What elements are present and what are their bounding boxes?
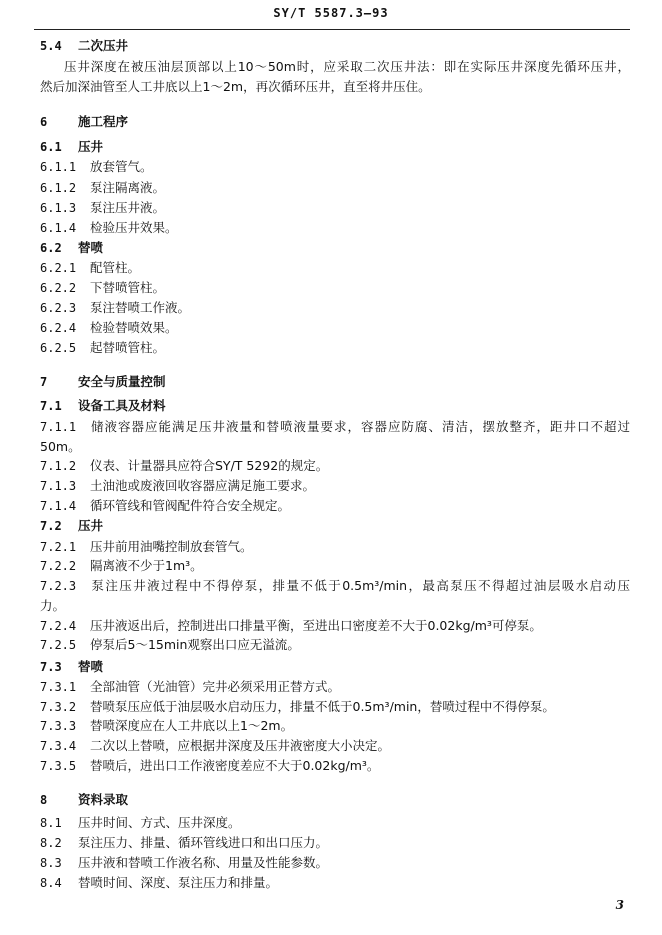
text-line bbox=[40, 159, 630, 175]
clause-text: 配管柱。 bbox=[90, 260, 141, 275]
clause-text: 资料录取 bbox=[78, 792, 129, 807]
text-line bbox=[40, 738, 630, 754]
text-line bbox=[40, 300, 630, 316]
text-line bbox=[40, 637, 630, 653]
clause-text: 放套管气。 bbox=[90, 159, 153, 174]
clause-text: 泵注替喷工作液。 bbox=[90, 300, 191, 315]
clause-text: 泵注压井液。 bbox=[90, 200, 166, 215]
clause-text: 压井液和替喷工作液名称、用量及性能参数。 bbox=[78, 855, 329, 870]
clause-number: 6.2.5 bbox=[40, 341, 77, 355]
clause-text: 泵注压力、排量、循环管线进口和出口压力。 bbox=[78, 835, 329, 850]
clause-number: 5.4 bbox=[40, 39, 62, 53]
clause-text: 压井前用油嘴控制放套管气。 bbox=[90, 539, 253, 554]
clause-number: 8 bbox=[40, 793, 48, 807]
clause-text: 泵注压井液过程中不得停泵，排量不低于0.5m³/min，最高泵压不得超过油层吸水启动压 bbox=[90, 578, 630, 593]
text-line bbox=[40, 280, 630, 296]
clause-number: 6.2.2 bbox=[40, 281, 77, 295]
clause-text: 检验替喷效果。 bbox=[90, 320, 178, 335]
text-line bbox=[40, 419, 630, 435]
clause-number: 6.1.1 bbox=[40, 160, 77, 174]
text-line bbox=[40, 855, 630, 871]
clause-text: 全部油管（光油管）完井必须采用正替方式。 bbox=[90, 679, 341, 694]
section-heading bbox=[40, 38, 630, 54]
clause-number: 8.4 bbox=[40, 876, 62, 890]
clause-number: 7.3.4 bbox=[40, 739, 77, 753]
text-line bbox=[40, 758, 630, 774]
text-line bbox=[40, 835, 630, 851]
clause-text: 50m。 bbox=[40, 439, 81, 454]
clause-number: 7.2.2 bbox=[40, 559, 77, 573]
clause-text: 替喷深度应在人工井底以上1～2m。 bbox=[90, 718, 294, 733]
clause-number: 7.2.4 bbox=[40, 619, 77, 633]
clause-number: 7.1.2 bbox=[40, 459, 77, 473]
clause-number: 7.3.2 bbox=[40, 700, 77, 714]
clause-number: 6.2.3 bbox=[40, 301, 77, 315]
standard-header: SY/T 5587.3—93 bbox=[273, 6, 389, 20]
section-heading bbox=[40, 139, 630, 155]
clause-text: 停泵后5～15min观察出口应无溢流。 bbox=[90, 637, 300, 652]
clause-number: 7.3 bbox=[40, 660, 62, 674]
clause-number: 7.1.3 bbox=[40, 479, 77, 493]
text-line bbox=[40, 220, 630, 236]
clause-number: 7.3.1 bbox=[40, 680, 77, 694]
clause-number: 6.1 bbox=[40, 140, 62, 154]
clause-text: 隔离液不少于1m³。 bbox=[90, 558, 203, 573]
clause-text: 压井深度在被压油层顶部以上10～50m时，应采取二次压井法：即在实际压井深度先循环压井， bbox=[64, 59, 630, 74]
clause-text: 安全与质量控制 bbox=[78, 374, 166, 389]
clause-text: 下替喷管柱。 bbox=[90, 280, 166, 295]
clause-text: 替喷后，进出口工作液密度差应不大于0.02kg/m³。 bbox=[90, 758, 380, 773]
clause-number: 7.3.3 bbox=[40, 719, 77, 733]
clause-text: 然后加深油管至人工井底以上1～2m，再次循环压井，直至将井压住。 bbox=[40, 79, 431, 94]
clause-number: 6.2.4 bbox=[40, 321, 77, 335]
clause-number: 7.3.5 bbox=[40, 759, 77, 773]
clause-text: 循环管线和管阀配件符合安全规定。 bbox=[90, 498, 291, 513]
text-line bbox=[40, 598, 630, 614]
text-line bbox=[40, 79, 630, 95]
clause-text: 仪表、计量器具应符合SY/T 5292的规定。 bbox=[90, 458, 329, 473]
clause-text: 替喷 bbox=[78, 240, 104, 255]
clause-number: 8.2 bbox=[40, 836, 62, 850]
text-line bbox=[40, 200, 630, 216]
text-line bbox=[40, 260, 630, 276]
text-line bbox=[40, 875, 630, 891]
section-heading bbox=[40, 114, 630, 130]
clause-text: 替喷时间、深度、泵注压力和排量。 bbox=[78, 875, 279, 890]
clause-text: 储液容器应能满足压井液量和替喷液量要求，容器应防腐、清洁，摆放整齐，距井口不超过 bbox=[90, 419, 630, 434]
clause-number: 7.2.5 bbox=[40, 638, 77, 652]
clause-text: 压井时间、方式、压井深度。 bbox=[78, 815, 241, 830]
text-line bbox=[40, 498, 630, 514]
clause-text: 土油池或废液回收容器应满足施工要求。 bbox=[90, 478, 316, 493]
section-heading bbox=[40, 518, 630, 534]
clause-number: 7.1.4 bbox=[40, 499, 77, 513]
section-heading bbox=[40, 240, 630, 256]
text-line bbox=[40, 340, 630, 356]
clause-number: 7.2 bbox=[40, 519, 62, 533]
clause-number: 8.1 bbox=[40, 816, 62, 830]
clause-number: 7.1.1 bbox=[40, 420, 77, 434]
text-line bbox=[40, 478, 630, 494]
text-line bbox=[40, 679, 630, 695]
page-number: 3 bbox=[615, 898, 624, 912]
text-line bbox=[40, 320, 630, 336]
clause-number: 6.2 bbox=[40, 241, 62, 255]
clause-text: 力。 bbox=[40, 598, 66, 613]
clause-number: 7 bbox=[40, 375, 48, 389]
clause-text: 二次以上替喷，应根据井深度及压井液密度大小决定。 bbox=[90, 738, 391, 753]
clause-number: 6 bbox=[40, 115, 48, 129]
text-line bbox=[40, 699, 630, 715]
text-line bbox=[64, 59, 630, 75]
clause-number: 6.2.1 bbox=[40, 261, 77, 275]
clause-text: 压井液返出后，控制进出口排量平衡，至进出口密度差不大于0.02kg/m³可停泵。 bbox=[90, 618, 542, 633]
clause-number: 7.1 bbox=[40, 399, 62, 413]
clause-text: 二次压井 bbox=[78, 38, 129, 53]
clause-number: 8.3 bbox=[40, 856, 62, 870]
clause-text: 设备工具及材料 bbox=[78, 398, 166, 413]
clause-number: 6.1.4 bbox=[40, 221, 77, 235]
text-line bbox=[40, 718, 630, 734]
section-heading bbox=[40, 792, 630, 808]
section-heading bbox=[40, 659, 630, 675]
clause-text: 压井 bbox=[78, 518, 104, 533]
text-line bbox=[40, 815, 630, 831]
clause-text: 施工程序 bbox=[78, 114, 129, 129]
text-line bbox=[40, 539, 630, 555]
text-line bbox=[40, 180, 630, 196]
clause-text: 压井 bbox=[78, 139, 104, 154]
section-heading bbox=[40, 398, 630, 414]
clause-text: 泵注隔离液。 bbox=[90, 180, 166, 195]
section-heading bbox=[40, 374, 630, 390]
text-line bbox=[40, 439, 630, 455]
clause-text: 替喷 bbox=[78, 659, 104, 674]
clause-text: 起替喷管柱。 bbox=[90, 340, 166, 355]
clause-number: 7.2.3 bbox=[40, 579, 77, 593]
clause-number: 7.2.1 bbox=[40, 540, 77, 554]
text-line bbox=[40, 618, 630, 634]
text-line bbox=[40, 578, 630, 594]
clause-text: 替喷泵压应低于油层吸水启动压力，排量不低于0.5m³/min，替喷过程中不得停泵。 bbox=[90, 699, 555, 714]
clause-number: 6.1.2 bbox=[40, 181, 77, 195]
clause-number: 6.1.3 bbox=[40, 201, 77, 215]
text-line bbox=[40, 558, 630, 574]
header-rule bbox=[34, 29, 630, 30]
text-line bbox=[40, 458, 630, 474]
clause-text: 检验压井效果。 bbox=[90, 220, 178, 235]
